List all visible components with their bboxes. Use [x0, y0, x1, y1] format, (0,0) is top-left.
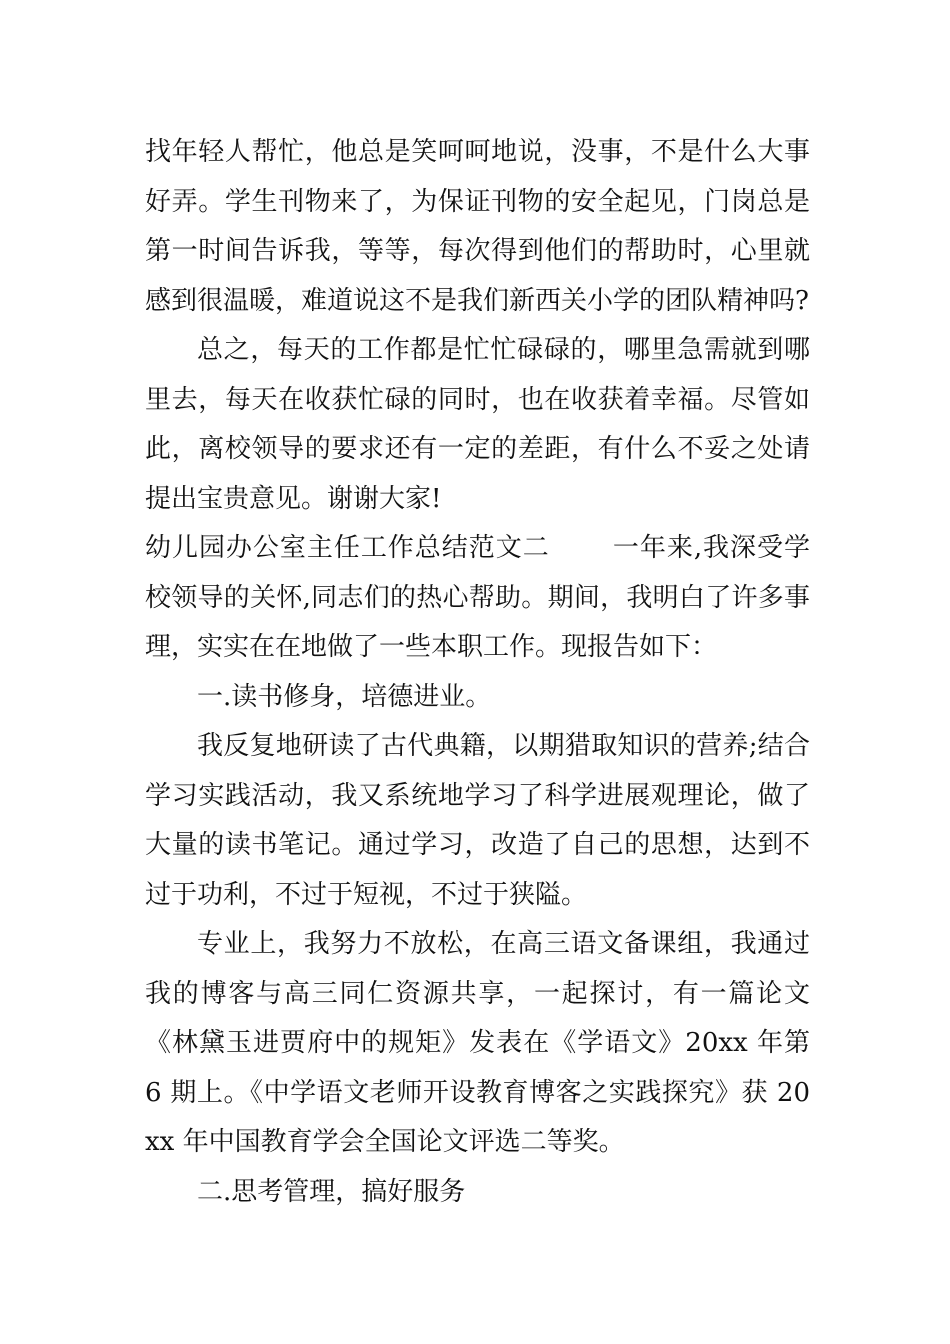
paragraph-study: 我反复地研读了古代典籍，以期猎取知识的营养;结合学习实践活动，我又系统地学习了科学进展观理论，做了大量的读书笔记。通过学习，改造了自己的思想，达到不过于功利，不过于短视，不过于狭隘。 — [145, 731, 810, 910]
document-body — [145, 128, 810, 1217]
paragraph-title-intro: 幼儿园办公室主任工作总结范文二 一年来,我深受学校领导的关怀,同志们的热心帮助。期间，我明白了许多事理，实实在在地做了一些本职工作。现报告如下： — [145, 533, 810, 662]
section-heading-management: 二.思考管理，搞好服务 — [197, 1176, 466, 1207]
paragraph-summary: 总之，每天的工作都是忙忙碌碌的，哪里急需就到哪里去，每天在收获忙碌的同时，也在收获着幸福。尽管如此，离校领导的要求还有一定的差距，有什么不妥之处请提出宝贵意见。谢谢大家! — [145, 335, 810, 514]
paragraph-team-spirit: 找年轻人帮忙，他总是笑呵呵地说，没事，不是什么大事好弄。学生刊物来了，为保证刊物的安全起见，门岗总是第一时间告诉我，等等，每次得到他们的帮助时，心里就感到很温暖，难道说这不是我们新西关小学的团队精神吗? — [145, 137, 810, 316]
section-heading-reading: 一.读书修身，培德进业。 — [197, 681, 492, 712]
paragraph-professional: 专业上，我努力不放松，在高三语文备课组，我通过我的博客与高三同仁资源共享，一起探讨，有一篇论文《林黛玉进贾府中的规矩》发表在《学语文》20xx 年第 6 期上。《中学语文老师开设教育博客之实践探究》获 20xx 年中国教育学会全国论文评选二等奖。 — [145, 929, 810, 1157]
